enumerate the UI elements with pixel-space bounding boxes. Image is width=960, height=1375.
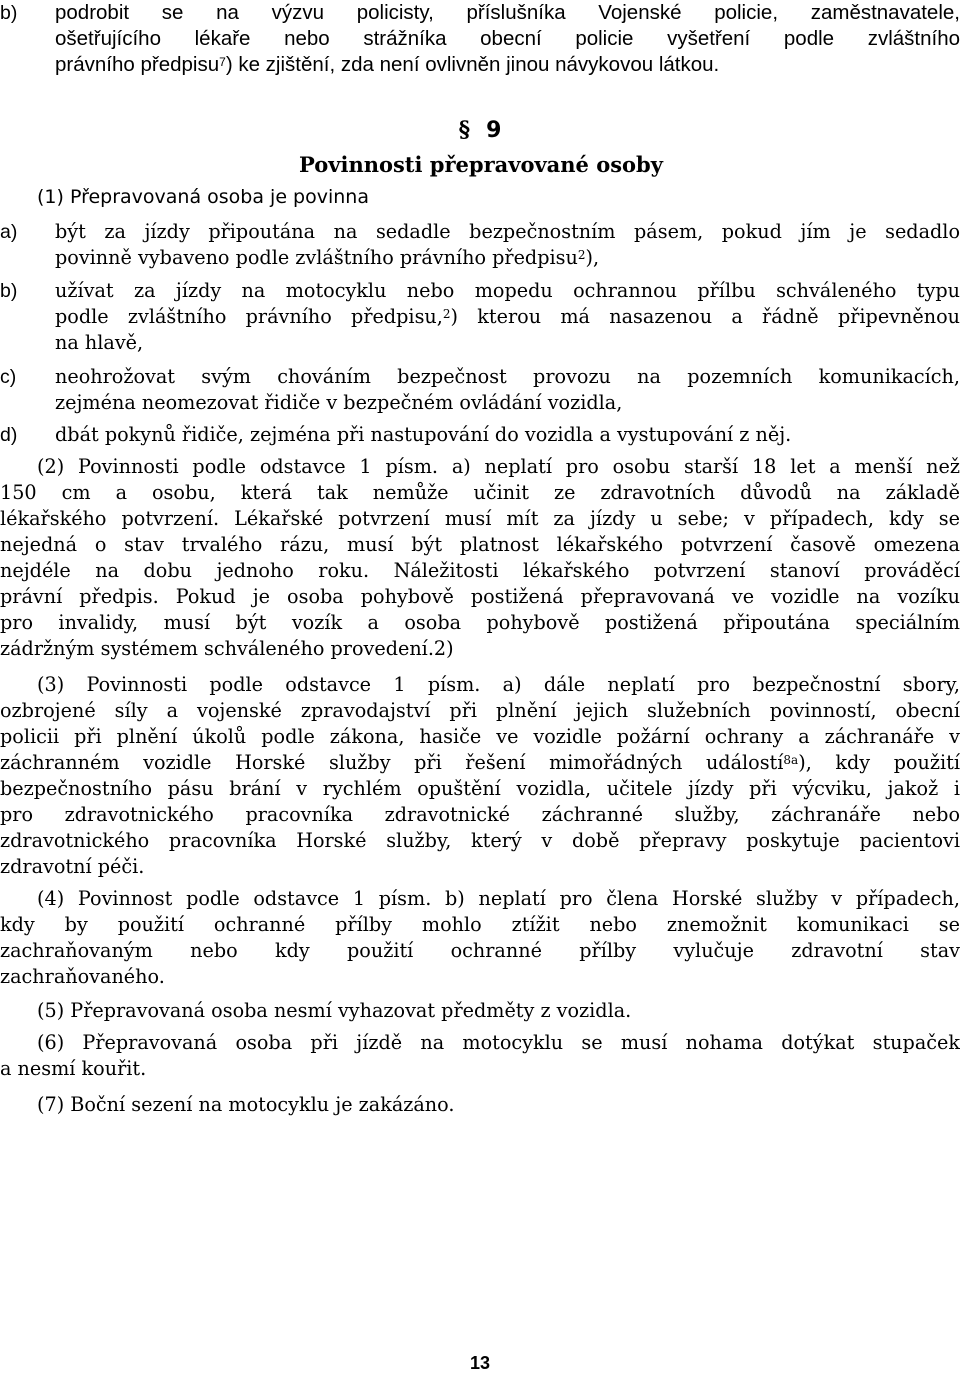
paragraph-2 [0,454,960,662]
text-line: ozbrojené síly a vojenské zpravodajství při plnění jejich služebních povinností, obecní [0,699,960,722]
text-line: zádržným systémem schváleného provedení.2) [0,637,454,660]
text-line: zdravotnického pracovníka Horské služby, který v době přepravy poskytuje pacientovi [0,829,960,852]
text-line: právního předpisu$^7$) ke zjištění, zda není ovlivněn jinou návykovou látkou. [55,53,720,76]
list-item-letter: b) [0,280,18,302]
text-line: lékařského potvrzení. Lékařské potvrzení musí mít za jízdy u sebe; v případech, kdy se [0,507,960,530]
list-item-letter: a) [0,221,18,243]
text-line: (6) Přepravovaná osoba při jízdě na motocyklu se musí nohama dotýkat stupaček [37,1031,960,1054]
section-number-value: 9 [486,118,502,143]
text-line: dbát pokynů řidiče, zejména při nastupování do vozidla a vystupování z něj. [55,423,792,446]
text-line: užívat za jízdy na motocyklu nebo mopedu ochrannou přílbu schváleného typu [55,279,960,302]
text-line: právní předpis. Pokud je osoba pohybově postižená přepravovaná ve vozidle na vozíku [0,585,960,608]
text-line: zdravotní péči. [0,855,145,878]
text-line: kdy by použití ochranné přílby mohlo ztížit nebo znemožnit komunikaci se [0,913,960,936]
text-line: zejména neomezovat řidiče v bezpečném ovládání vozidla, [55,391,623,414]
paragraph-4 [0,886,960,990]
list-item-text [55,0,960,78]
list-item-letter: b) [0,2,18,24]
paragraph-3 [0,672,960,880]
section-number [0,117,960,143]
text-line: na hlavě, [55,331,144,354]
text-line: záchranném vozidle Horské služby při řešení mimořádných událostí$^{8a}$), kdy použití [0,751,960,774]
text-line: bezpečnostního pásu brání v rychlém opuštění vozidla, učitele jízdy při výcviku, jakož i [0,777,960,800]
section-title [0,152,960,177]
list-item-b [0,278,960,356]
text-line: podle zvláštního právního předpisu,$^2$) kterou má nasazenou a řádně připevněnou [55,305,960,328]
text-line: zachraňovaného. [0,965,165,988]
page-number: 13 [469,1353,491,1373]
list-item-a [0,219,960,271]
paragraph-1-intro: (1) Přepravovaná osoba je povinna [37,186,369,208]
text-line: 150 cm a osobu, která tak nemůže učinit ze zdravotních důvodů na základě [0,481,960,504]
list-item-text [55,422,960,448]
text-line: neohrožovat svým chováním bezpečnost provozu na pozemních komunikacích, [55,365,960,388]
text-line: být za jízdy připoutána na sedadle bezpečnostním pásem, pokud jím je sedadlo [55,220,960,243]
paragraph-5 [0,998,960,1024]
text-line: podrobit se na výzvu policisty, příslušníka Vojenské policie, zaměstnavatele, [55,1,960,24]
list-item-text [55,364,960,416]
section-title-text: Povinnosti přepravované osoby [299,152,663,177]
list-item-letter: d) [0,424,18,446]
list-item-d [0,422,960,448]
paragraph-6 [0,1030,960,1082]
list-item-text [55,278,960,356]
section-symbol: § [458,117,471,143]
text-line: policii při plnění úkolů podle zákona, hasiče ve vozidle požární ochrany a záchranáře v [0,725,960,748]
text-line: pro zdravotnického pracovníka zdravotnické záchranné služby, záchranáře nebo [0,803,960,826]
text-line: (5) Přepravovaná osoba nesmí vyhazovat předměty z vozidla. [37,999,632,1022]
list-item-text [55,219,960,271]
text-line: nejedná o stav trvalého rázu, musí být platnost lékařského potvrzení časově omezena [0,533,960,556]
text-line: povinně vybaveno podle zvláštního právního předpisu$^2$), [55,246,600,269]
text-line: (2) Povinnosti podle odstavce 1 písm. a) neplatí pro osobu starší 18 let a menší než [37,455,960,478]
text-line: pro invalidy, musí být vozík a osoba pohybově postižená připoutána speciálním [0,611,960,634]
text-line: a nesmí kouřit. [0,1057,147,1080]
list-item-c [0,364,960,416]
text-line: (7) Boční sezení na motocyklu je zakázáno. [37,1093,455,1116]
text-line: zachraňovaným nebo kdy použití ochranné přílby vylučuje zdravotní stav [0,939,960,962]
top-list-item-b [0,0,960,78]
paragraph-7 [0,1092,960,1118]
text-line: (4) Povinnost podle odstavce 1 písm. b) neplatí pro člena Horské služby v případech, [37,887,960,910]
list-item-letter: c) [0,366,17,388]
text-line: (3) Povinnosti podle odstavce 1 písm. a) dále neplatí pro bezpečnostní sbory, [37,673,960,696]
text-line: nejdéle na dobu jednoho roku. Náležitosti lékařského potvrzení stanoví prováděcí [0,559,960,582]
text-line: ošetřujícího lékaře nebo strážníka obecní policie vyšetření podle zvláštního [55,27,960,50]
